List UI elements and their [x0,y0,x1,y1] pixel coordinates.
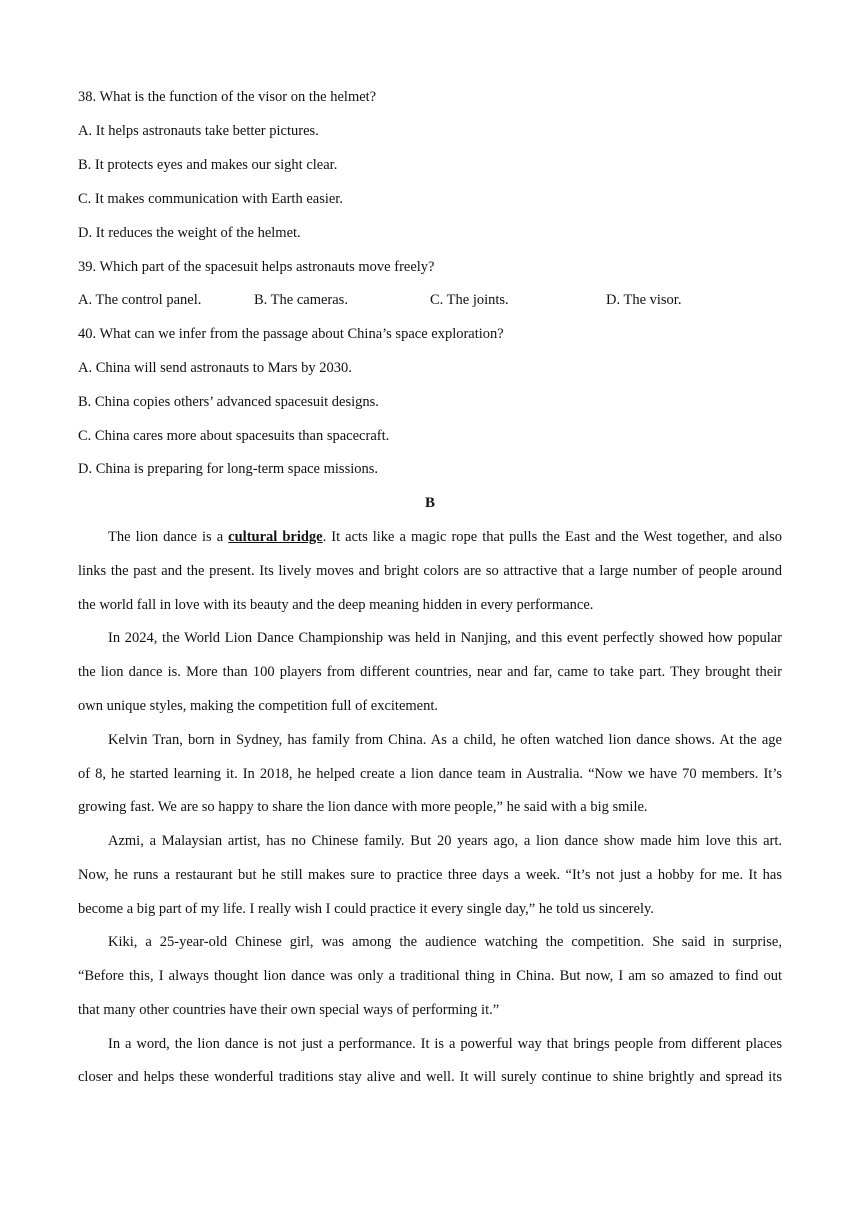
question-39-option-c: C. The joints. [430,292,509,308]
question-38-option-c: C. It makes communication with Earth easier. [78,191,343,207]
paragraph-6-line-2: closer and helps these wonderful traditions stay alive and well. It will surely continue to shine brightly and spread its [78,1069,782,1085]
question-40-option-c: C. China cares more about spacesuits than spacecraft. [78,428,390,444]
cultural-bridge-emphasis: cultural bridge [228,529,323,545]
paragraph-1-lead: The lion dance is a [108,529,229,545]
question-40-option-a: A. China will send astronauts to Mars by 2030. [78,360,352,376]
paragraph-2-line-2: the lion dance is. More than 100 players from different countries, near and far, came to take part. They brought their [78,664,782,680]
paragraph-4-line-3: become a big part of my life. I really wish I could practice it every single day,” he told us sincerely. [78,901,654,917]
paragraph-5-line-1: Kiki, a 25-year-old Chinese girl, was among the audience watching the competition. She said in surprise, [108,934,782,950]
question-38-option-d: D. It reduces the weight of the helmet. [78,225,301,241]
question-39-stem: 39. Which part of the spacesuit helps astronauts move freely? [78,259,435,275]
paragraph-3-line-1: Kelvin Tran, born in Sydney, has family from China. As a child, he often watched lion dance shows. At the age [108,732,782,748]
question-39-options-row [78,291,782,309]
paragraph-1-rest: . It acts like a magic rope that pulls the East and the West together, and also [322,529,782,545]
paragraph-1-line-1 [108,528,782,546]
question-39-option-d: D. The visor. [606,292,682,308]
question-40-stem: 40. What can we infer from the passage about China’s space exploration? [78,326,504,342]
paragraph-3-line-2: of 8, he started learning it. In 2018, he helped create a lion dance team in Australia. “Now we have 70 members. It’s [78,766,782,782]
question-39-option-a: A. The control panel. [78,292,202,308]
paragraph-1-line-2: links the past and the present. Its lively moves and bright colors are so attractive that a large number of people around [78,563,782,579]
question-39-option-b: B. The cameras. [254,292,348,308]
question-38-stem: 38. What is the function of the visor on the helmet? [78,89,377,105]
question-40-option-d: D. China is preparing for long-term space missions. [78,461,379,477]
question-38-option-b: B. It protects eyes and makes our sight clear. [78,157,338,173]
paragraph-2-line-1: In 2024, the World Lion Dance Championship was held in Nanjing, and this event perfectly showed how popular [108,630,782,646]
question-38-option-a: A. It helps astronauts take better pictures. [78,123,319,139]
paragraph-1-line-3: the world fall in love with its beauty and the deep meaning hidden in every performance. [78,597,594,613]
paragraph-6-line-1: In a word, the lion dance is not just a performance. It is a powerful way that brings people from different places [108,1036,782,1052]
paragraph-4-line-2: Now, he runs a restaurant but he still makes sure to practice three days a week. “It’s not just a hobby for me. It has [78,867,782,883]
paragraph-5-line-2: “Before this, I always thought lion dance was only a traditional thing in China. But now, I am so amazed to find out [78,968,782,984]
paragraph-5-line-3: that many other countries have their own special ways of performing it.” [78,1002,500,1018]
paragraph-2-line-3: own unique styles, making the competition full of excitement. [78,698,439,714]
section-title: B [424,495,435,511]
question-40-option-b: B. China copies others’ advanced spacesuit designs. [78,394,379,410]
paragraph-3-line-3: growing fast. We are so happy to share the lion dance with more people,” he said with a big smile. [78,799,648,815]
paragraph-4-line-1: Azmi, a Malaysian artist, has no Chinese family. But 20 years ago, a lion dance show made him love this art. [108,833,782,849]
